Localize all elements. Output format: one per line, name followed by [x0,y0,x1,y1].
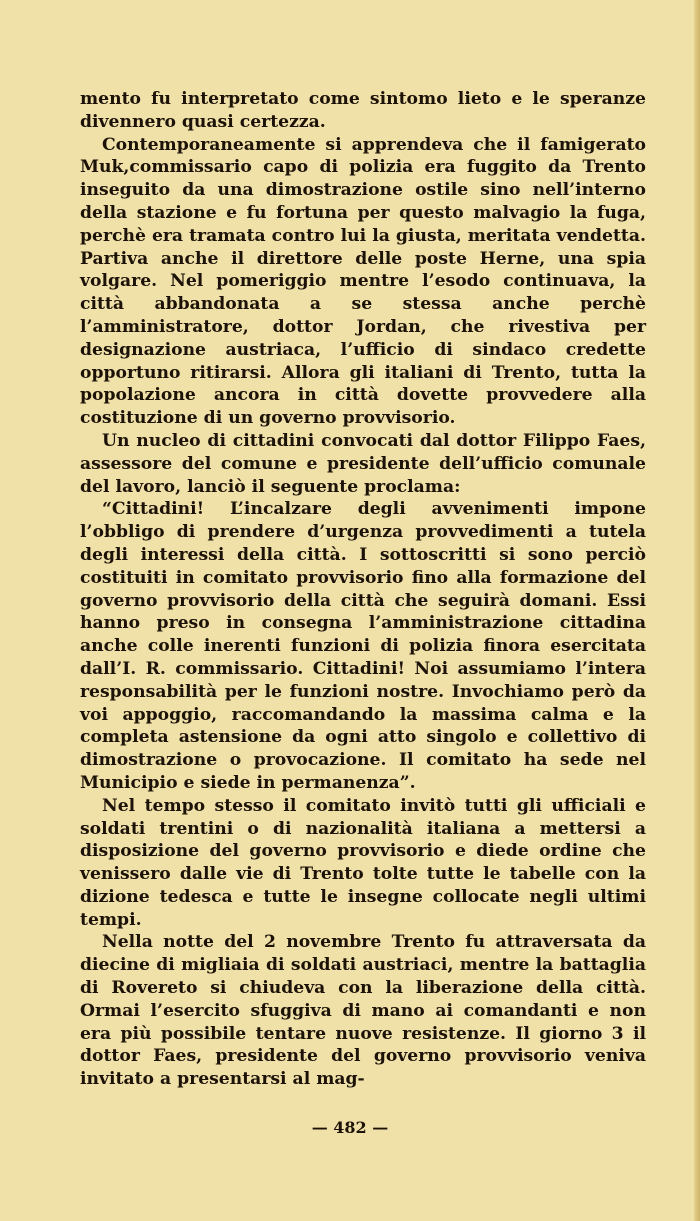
body-text [80,88,646,1091]
paragraph-4-proclamation: “Cittadini! L’incalzare degli avvenimenti impone l’obbligo di prendere d’urgenza provvedimenti a tutela degli interessi della città. I sottoscritti si sono perciò costituiti in comitato provvisorio fino alla formazione del governo provvisorio della città che seguirà domani. Essi hanno preso in consegna l’amministrazione cittadina anche colle inerenti funzioni di polizia finora esercitata dall’I. R. commissario. Cittadini! Noi assumiamo l’intera responsabilità per le funzioni nostre. Invochiamo però da voi appoggio, raccomandando la massima calma e la completa astensione da ogni atto singolo e collettivo di dimostrazione o provocazione. Il comitato ha sede nel Municipio e siede in permanenza”. [80,499,646,793]
paragraph-6: Nella notte del 2 novembre Trento fu attraversata da diecine di migliaia di soldati austriaci, mentre la battaglia di Rovereto si chiudeva con la liberazione della città. Ormai l’esercito sfuggiva di mano ai comandanti e non era più possibile tentare nuove resistenze. Il giorno 3 il dottor Faes, presidente del governo provvisorio veniva invitato a presentarsi al mag- [80,932,646,1090]
page-number: — 482 — [311,1118,389,1137]
page-edge [694,0,700,1221]
paragraph-1: mento fu interpretato come sintomo lieto e le speranze divennero quasi certezza. [80,89,646,132]
paragraph-5: Nel tempo stesso il comitato invitò tutti gli ufficiali e soldati trentini o di nazionalità italiana a mettersi a disposizione del governo provvisorio e diede ordine che venissero dalle vie di Trento tolte tutte le tabelle con la dizione tedesca e tutte le insegne collocate negli ultimi tempi. [80,795,646,930]
paragraph-2: Contemporaneamente si apprendeva che il famigerato Muk,commissario capo di polizia era fuggito da Trento inseguito da una dimostrazione ostile sino nell’interno della stazione e fu fortuna per questo malvagio la fuga, perchè era tramata contro lui la giusta, meritata vendetta. Partiva anche il direttore delle poste Herne, una spia volgare. Nel pomeriggio mentre l’esodo continuava, la città abbandonata a se stessa anche perchè l’amministratore, dottor Jordan, che rivestiva per designazione austriaca, l’ufficio di sindaco credette opportuno ritirarsi. Allora gli italiani di Trento, tutta la popolazione ancora in città dovette provvedere alla costituzione di un governo provvisorio. [80,134,646,429]
paragraph-3: Un nucleo di cittadini convocati dal dottor Filippo Faes, assessore del comune e presidente dell’ufficio comunale del lavoro, lanciò il seguente proclama: [80,430,646,497]
